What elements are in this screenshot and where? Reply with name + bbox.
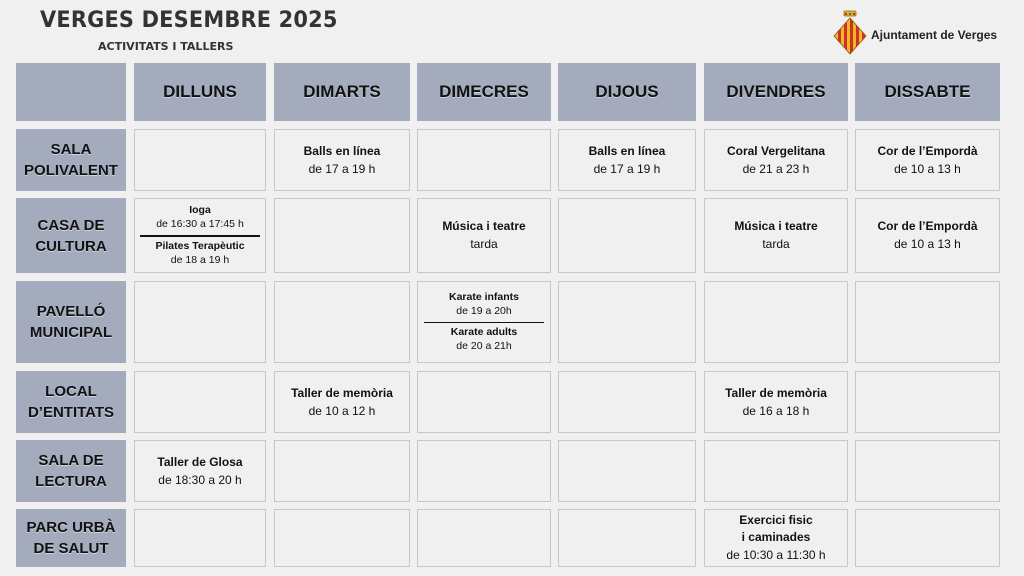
- schedule-cell: [855, 371, 1000, 433]
- venue-header: [16, 129, 126, 191]
- event-time: de 18 a 19 h: [170, 253, 230, 266]
- day-header-dimarts: DIMARTS: [274, 63, 410, 121]
- day-header-dimecres: DIMECRES: [417, 63, 551, 121]
- event-name: Exercici fisic i caminades: [739, 513, 813, 544]
- venue-header: [16, 371, 126, 433]
- schedule-cell: [855, 281, 1000, 363]
- event-time: de 10 a 12 h: [308, 403, 376, 418]
- schedule-cell: [134, 509, 266, 567]
- event-name: Karate infants: [448, 290, 520, 303]
- schedule-cell: [704, 371, 848, 433]
- schedule-cell: [704, 129, 848, 191]
- schedule-cell: [855, 509, 1000, 567]
- event-time: de 10 a 13 h: [894, 161, 961, 176]
- venue-header: [16, 281, 126, 363]
- schedule-cell: [558, 129, 696, 191]
- event-time: de 18:30 a 20 h: [158, 472, 242, 487]
- schedule-cell: [855, 198, 1000, 273]
- venue-header-line: LECTURA: [35, 473, 107, 490]
- schedule-cell: [417, 371, 551, 433]
- venue-header: [16, 440, 126, 502]
- venue-header-line: SALA: [50, 141, 92, 158]
- day-header-dijous: DIJOUS: [558, 63, 696, 121]
- venue-header-line: PAVELLÓ: [36, 303, 106, 320]
- event-time: de 10:30 a 11:30 h: [726, 548, 826, 562]
- schedule-cell: [558, 281, 696, 363]
- schedule-cell: [855, 129, 1000, 191]
- event-name: Ioga: [189, 204, 211, 217]
- event-time: tarda: [470, 237, 498, 251]
- schedule-cell: [558, 509, 696, 567]
- day-header-divendres: DIVENDRES: [704, 63, 848, 121]
- venue-header-line: DE SALUT: [33, 540, 109, 557]
- schedule-cell: [558, 440, 696, 502]
- page-title: VERGES DESEMBRE 2025: [40, 8, 338, 33]
- verges-coat-of-arms-icon: [832, 10, 868, 56]
- event-time: de 21 a 23 h: [742, 161, 810, 176]
- schedule-cell: [274, 129, 410, 191]
- event-name: Karate adults: [450, 326, 518, 339]
- venue-header-line: SALA DE: [38, 452, 104, 469]
- organization-name: Ajuntament de Verges: [871, 28, 998, 42]
- schedule-cell: [274, 509, 410, 567]
- schedule-cell: [704, 440, 848, 502]
- event-time: de 16 a 18 h: [742, 403, 810, 418]
- event-name: Coral Vergelitana: [726, 143, 826, 158]
- schedule-cell: [134, 198, 266, 273]
- schedule-cell: [134, 440, 266, 502]
- schedule-cell: [855, 440, 1000, 502]
- event-name: Música i teatre: [734, 219, 818, 233]
- event-time: tarda: [762, 237, 790, 251]
- schedule-cell: [704, 281, 848, 363]
- schedule-cell: [134, 129, 266, 191]
- schedule-cell: [558, 371, 696, 433]
- header-corner: [16, 63, 126, 121]
- schedule-cell: [704, 509, 848, 567]
- event-name: Cor de l’Empordà: [877, 219, 978, 233]
- event-name: Cor de l’Empordà: [877, 143, 978, 158]
- venue-header-line: CULTURA: [35, 237, 107, 255]
- schedule-cell: [274, 198, 410, 273]
- venue-header-line: POLIVALENT: [24, 162, 118, 179]
- event-separator: [424, 322, 544, 324]
- schedule-cell: [417, 129, 551, 191]
- schedule-cell: [274, 281, 410, 363]
- event-separator: [140, 235, 260, 237]
- venue-header-line: CASA DE: [37, 216, 105, 234]
- venue-header-line: MUNICIPAL: [29, 324, 113, 341]
- day-header-dilluns: DILLUNS: [134, 63, 266, 121]
- schedule-cell: [558, 198, 696, 273]
- event-time: de 16:30 a 17:45 h: [156, 218, 244, 231]
- event-time: de 20 a 21h: [456, 340, 512, 353]
- event-time: de 10 a 13 h: [894, 237, 961, 251]
- event-name: Taller de Glosa: [157, 454, 243, 469]
- schedule-cell: [274, 440, 410, 502]
- event-time: de 17 a 19 h: [593, 161, 661, 176]
- schedule-cell: [417, 281, 551, 363]
- venue-header-line: LOCAL: [45, 383, 97, 400]
- venue-header-line: PARC URBÀ: [26, 519, 116, 536]
- schedule-cell: [417, 440, 551, 502]
- page-subtitle: ACTIVITATS I TALLERS: [98, 40, 234, 53]
- schedule-cell: [417, 509, 551, 567]
- event-name: Taller de memòria: [291, 385, 393, 400]
- schedule-cell: [274, 371, 410, 433]
- event-name: Balls en línea: [303, 143, 381, 158]
- event-name: Balls en línea: [588, 143, 666, 158]
- venue-header-line: D’ENTITATS: [27, 404, 115, 421]
- event-name: Pilates Terapèutic: [155, 239, 245, 252]
- event-name: Taller de memòria: [725, 385, 827, 400]
- venue-header: [16, 198, 126, 273]
- schedule-cell: [704, 198, 848, 273]
- schedule-cell: [134, 371, 266, 433]
- schedule-cell: [134, 281, 266, 363]
- organization-logo: [832, 10, 1012, 56]
- event-name: Música i teatre: [442, 219, 526, 233]
- day-header-dissabte: DISSABTE: [855, 63, 1000, 121]
- venue-header: [16, 509, 126, 567]
- event-time: de 19 a 20h: [456, 304, 512, 317]
- schedule-cell: [417, 198, 551, 273]
- event-time: de 17 a 19 h: [308, 161, 376, 176]
